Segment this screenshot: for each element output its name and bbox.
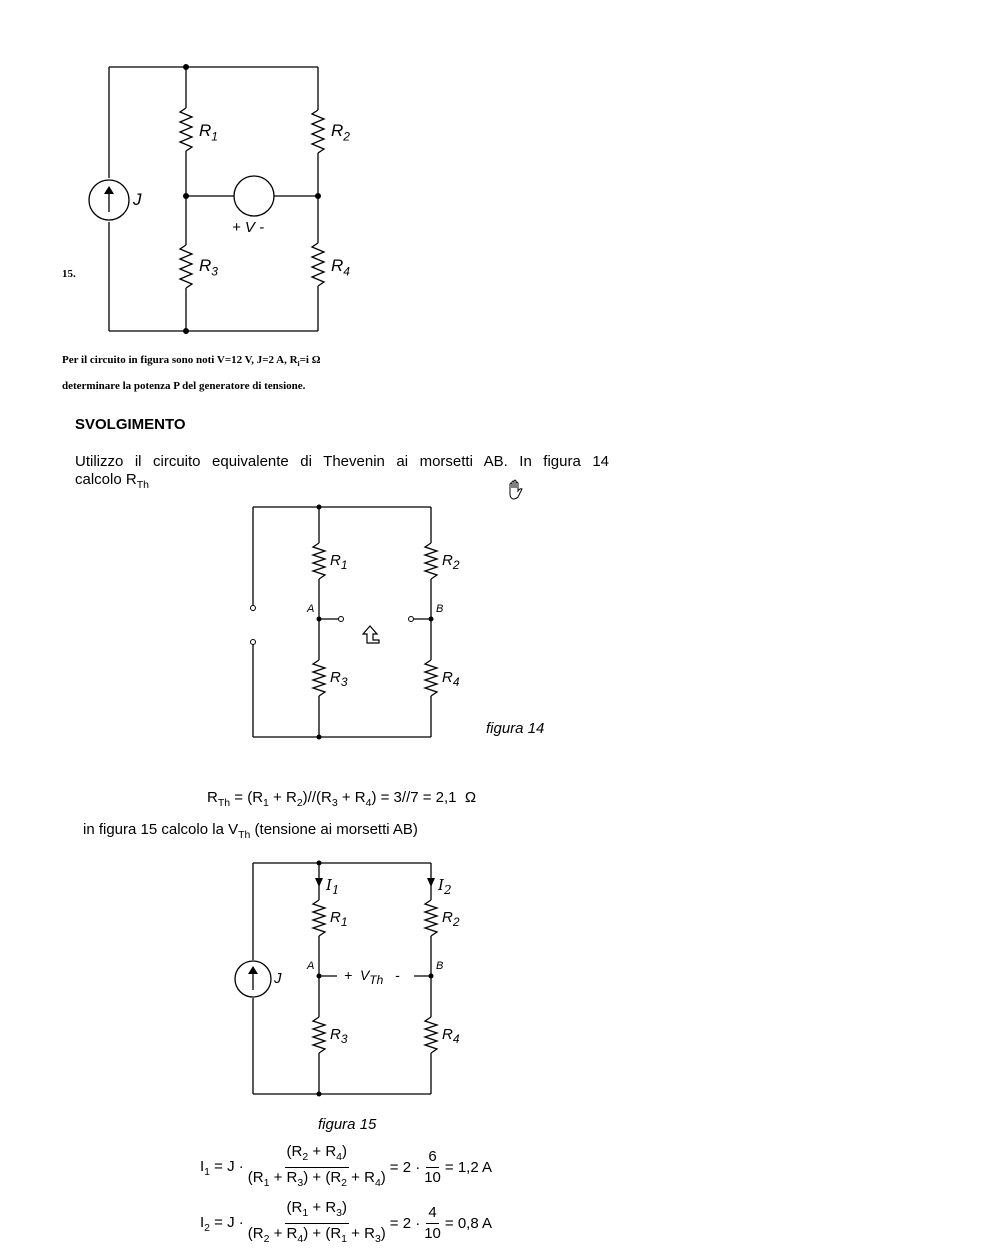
fig15-label-r1: $R_1$ xyxy=(330,909,348,929)
fig15-label-i1: $I_1$ xyxy=(326,876,340,897)
i1-equation xyxy=(200,1143,492,1192)
label-r1: $R_1$ xyxy=(199,121,218,144)
problem-text-line2: determinare la potenza P del generatore di tensione. xyxy=(62,380,306,392)
fig14-label-b: B xyxy=(436,603,444,615)
i2-value-numerator: 4 xyxy=(426,1204,438,1224)
fig14-label-a: A xyxy=(307,603,315,615)
label-r3: $R_3$ xyxy=(199,256,218,279)
fig14-label-r2: $R_2$ xyxy=(442,552,460,572)
fig15-resistor-r2 xyxy=(425,900,437,936)
fig15-label-r2: $R_2$ xyxy=(442,909,460,929)
i2-value-denominator: 10 xyxy=(424,1225,441,1242)
fig15-label-a: A xyxy=(307,960,315,972)
label-v: + V - xyxy=(232,219,265,236)
i2-numerator: $(R_1 + R_3)$ xyxy=(285,1199,349,1224)
fig15-resistor-r1 xyxy=(313,900,325,936)
figure14-caption: figura 14 xyxy=(486,720,545,737)
problem-text-line1: Per il circuito in figura sono noti V=12 V, J=2 A, $R_i=i$ Ω xyxy=(62,354,321,369)
i1-result: = 1,2 A xyxy=(444,1159,493,1176)
fig14-label-r3: $R_3$ xyxy=(330,669,348,689)
vth-intro: in figura 15 calcolo la $V_{Th}$ (tensione ai morsetti AB) xyxy=(83,821,418,841)
rth-equation: $R_{Th} = (R_1 + R_2)//(R_3 + R_4) = 3//7 = 2,1$ Ω xyxy=(207,789,477,809)
i1-value-denominator: 10 xyxy=(424,1169,441,1186)
fig15-resistor-r4 xyxy=(425,1017,437,1053)
fig14-label-r4: $R_4$ xyxy=(442,669,460,689)
fig15-resistor-r3 xyxy=(313,1017,325,1053)
i1-lhs: $I_1 = J$ · xyxy=(200,1157,244,1178)
fig15-label-r4: $R_4$ xyxy=(442,1026,460,1046)
fig14-label-r1: $R_1$ xyxy=(330,552,348,572)
fig15-label-vth: + $V_{Th}$ - xyxy=(344,967,400,987)
fig15-label-j: J xyxy=(274,970,282,987)
solution-intro-line1: Utilizzo il circuito equivalente di Thevenin ai morsetti AB. In figura 14 xyxy=(75,453,609,470)
fig15-label-r3: $R_3$ xyxy=(330,1026,348,1046)
i1-numerator: $(R_2 + R_4)$ xyxy=(285,1143,349,1168)
fig15-label-i2: $I_2$ xyxy=(438,876,452,897)
problem-number: 15. xyxy=(62,268,76,280)
label-r4: $R_4$ xyxy=(331,256,350,279)
fig15-label-b: B xyxy=(436,960,444,972)
i2-lhs: $I_2 = J$ · xyxy=(200,1213,244,1234)
solution-intro-line2: calcolo $R_{Th}$ xyxy=(75,471,149,491)
label-j: J xyxy=(133,190,142,209)
i1-value-numerator: 6 xyxy=(426,1148,438,1168)
label-r2: $R_2$ xyxy=(331,121,350,144)
i2-fraction xyxy=(246,1199,388,1248)
solution-heading: SVOLGIMENTO xyxy=(75,416,186,433)
i1-value-fraction xyxy=(422,1148,443,1187)
i1-denominator: $(R_1 + R_3) + (R_2 + R_4)$ xyxy=(247,1169,386,1189)
i1-fraction xyxy=(246,1143,388,1192)
i2-equation xyxy=(200,1199,492,1248)
i2-value-fraction xyxy=(422,1204,443,1243)
figure15-caption: figura 15 xyxy=(318,1116,377,1133)
i2-mid: = 2 · xyxy=(389,1215,421,1232)
i2-result: = 0,8 A xyxy=(444,1215,493,1232)
i1-mid: = 2 · xyxy=(389,1159,421,1176)
i2-denominator: $(R_2 + R_4) + (R_1 + R_3)$ xyxy=(247,1225,386,1245)
